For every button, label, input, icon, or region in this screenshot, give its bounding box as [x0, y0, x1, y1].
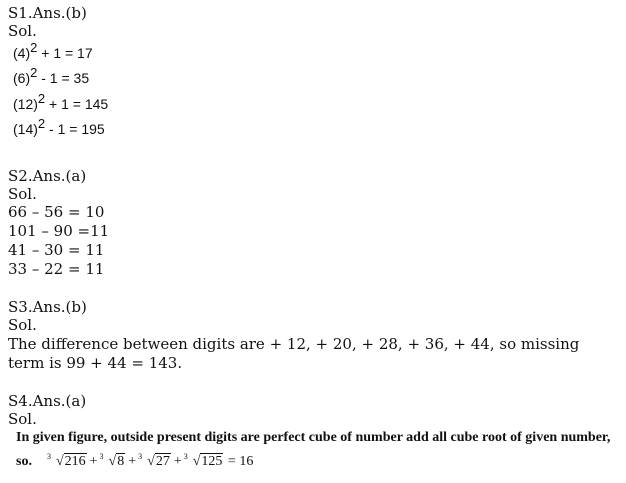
root-index: 3 — [46, 452, 51, 461]
s4-sol-label: Sol. — [8, 410, 37, 428]
radicand: 8 — [117, 454, 125, 469]
radicand: 27 — [155, 454, 170, 469]
root-symbol: √ — [192, 454, 201, 469]
cube-root — [138, 454, 171, 470]
root-index: 3 — [99, 452, 104, 461]
root-symbol: √ — [55, 454, 64, 469]
s2-sol-label: Sol. — [8, 185, 37, 203]
root-symbol: √ — [147, 454, 155, 469]
s1-equation — [13, 91, 109, 113]
eq-base: (4) — [13, 45, 31, 61]
eq-exponent: 2 — [30, 40, 38, 55]
s3-answer: S3.Ans.(b) — [8, 298, 87, 316]
plus-sign: + — [128, 454, 137, 469]
eq-base: (6) — [13, 70, 31, 86]
eq-exponent: 2 — [37, 91, 46, 106]
s2-equation: 101 – 90 =11 — [8, 222, 110, 240]
cube-root — [184, 454, 224, 470]
s4-formula — [16, 454, 253, 470]
s1-equation — [13, 40, 93, 62]
cube-root — [100, 454, 126, 470]
s1-equation — [13, 116, 105, 138]
s4-explanation: In given figure, outside present digits are perfect cube of number add all cube root of given number, — [16, 430, 611, 445]
s2-equation: 66 – 56 = 10 — [8, 203, 105, 221]
radicand: 125 — [201, 454, 223, 469]
cube-root — [47, 454, 87, 470]
s3-explanation: The difference between digits are + 12, + 20, + 28, + 36, + 44, so missing term is 99 + 44 = 143. — [8, 335, 580, 372]
s1-answer: S1.Ans.(b) — [8, 4, 87, 22]
root-symbol: √ — [108, 454, 117, 469]
eq-rest: + 1 = 145 — [45, 96, 109, 112]
plus-sign: + — [173, 454, 182, 469]
s1-sol-label: Sol. — [8, 22, 37, 40]
root-index: 3 — [138, 452, 143, 461]
s2-equation: 41 – 30 = 11 — [8, 241, 105, 259]
eq-base: (12) — [13, 96, 38, 112]
radicand: 216 — [64, 454, 86, 469]
root-index: 3 — [183, 452, 188, 461]
s3-sol-label: Sol. — [8, 316, 37, 334]
eq-exponent: 2 — [37, 116, 46, 131]
s2-answer: S2.Ans.(a) — [8, 167, 87, 185]
eq-rest: - 1 = 35 — [37, 70, 90, 86]
s1-equation — [13, 65, 90, 87]
plus-sign: + — [89, 454, 98, 469]
eq-exponent: 2 — [30, 65, 38, 80]
eq-rest: - 1 = 195 — [45, 121, 105, 137]
so-label: so. — [16, 454, 32, 469]
eq-base: (14) — [13, 121, 38, 137]
s4-answer: S4.Ans.(a) — [8, 392, 87, 410]
formula-result: = 16 — [227, 454, 254, 469]
eq-rest: + 1 = 17 — [37, 45, 93, 61]
s2-equation: 33 – 22 = 11 — [8, 260, 105, 278]
